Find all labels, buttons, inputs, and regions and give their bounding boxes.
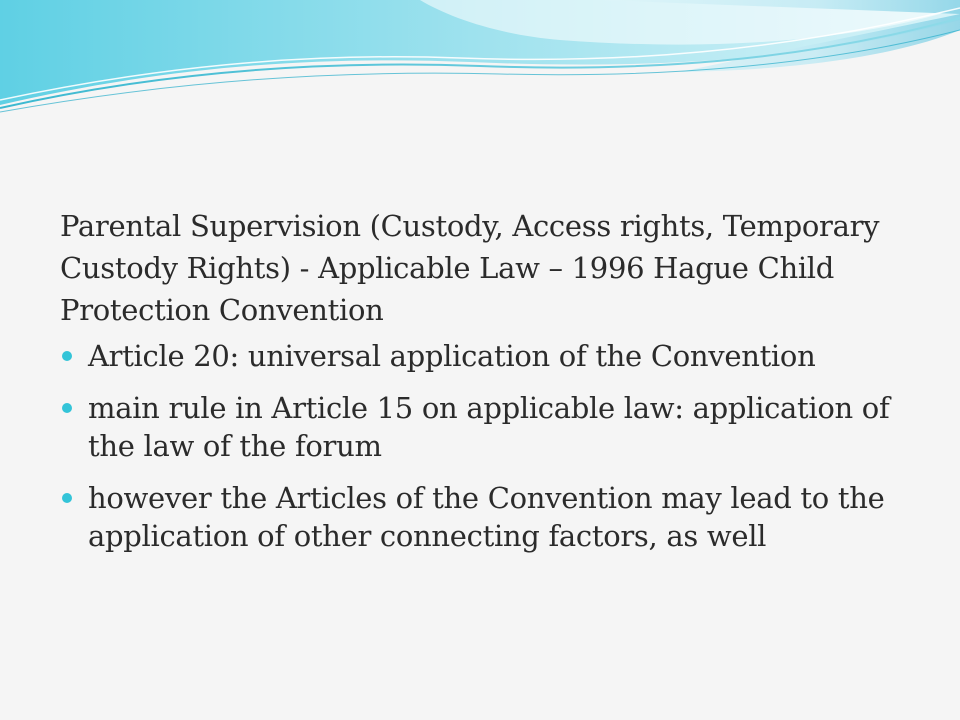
bullet-item	[60, 337, 920, 375]
bullet-dot-icon	[62, 493, 72, 503]
bullet-item	[60, 479, 920, 555]
decorative-wave-header	[0, 0, 960, 120]
bullet-item	[60, 389, 920, 465]
bullet-dot-icon	[62, 351, 72, 361]
slide-heading: Parental Supervision (Custody, Access rights, Temporary Custody Rights) - Applicable Law – 1996 Hague Child Protection Convention	[60, 209, 880, 327]
bullet-text: main rule in Article 15 on applicable law: application of the law of the forum	[88, 391, 890, 463]
bullet-text: however the Articles of the Convention may lead to the application of other connecting factors, as well	[88, 481, 885, 553]
bullet-text: Article 20: universal application of the Convention	[88, 339, 816, 373]
bullet-list	[60, 337, 920, 555]
slide-content	[60, 205, 920, 569]
bullet-dot-icon	[62, 403, 72, 413]
